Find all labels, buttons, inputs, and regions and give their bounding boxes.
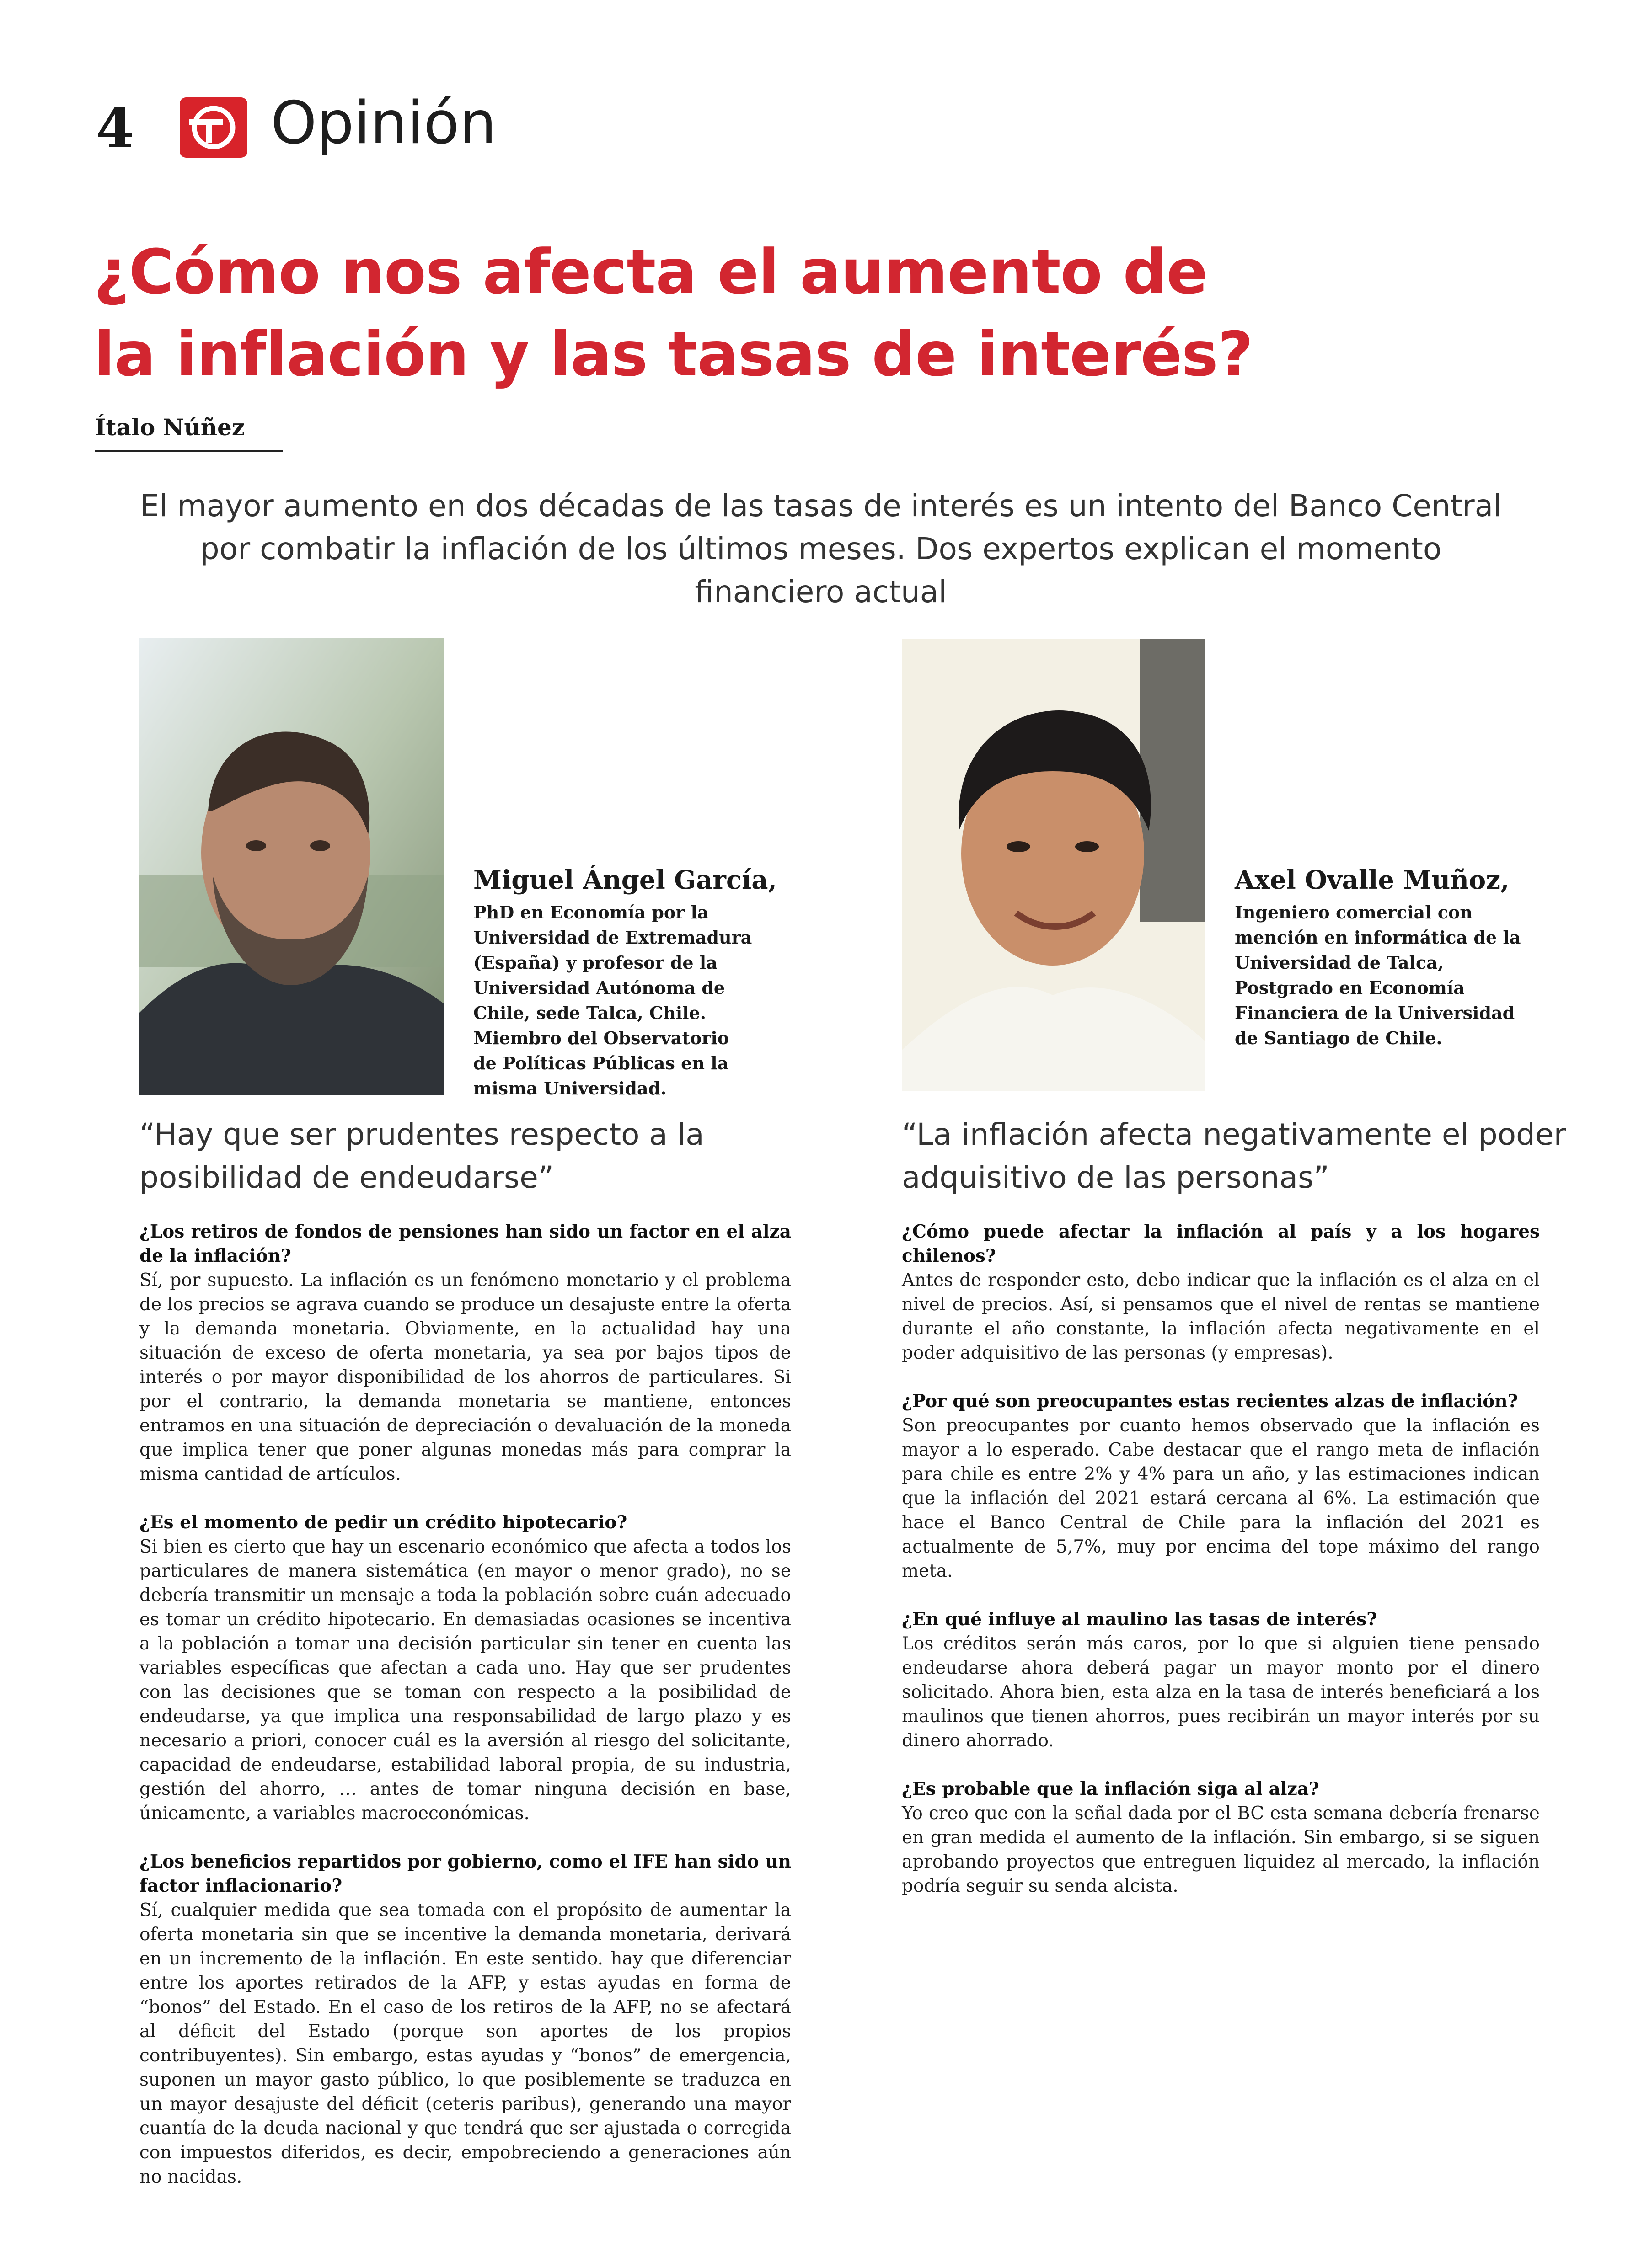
qa-block xyxy=(139,1850,791,2189)
qa-block xyxy=(139,1510,791,1825)
expert-name-miguel: Miguel Ángel García, xyxy=(473,865,777,895)
interview-question: ¿En qué influye al maulino las tasas de interés? xyxy=(902,1609,1377,1630)
expert-description-axel: Ingeniero comercial con mención en informática de la Universidad de Talca, Postgrado en Economía Financiera de la Universidad de Santiago de Chile. xyxy=(1235,902,1521,1048)
interview-answer: Son preocupantes por cuanto hemos observado que la inflación es mayor a lo esperado. Cabe destacar que el rango meta de inflación para chile es entre 2% y 4% para un año, y las estimaciones indican que la inflación del 2021 estará cercana al 6%. La estimación que hace el Banco Central de Chile para la inflación del 2021 es actualmente de 5,7%, muy por encima del tope máximo del rango meta. xyxy=(902,1415,1540,1581)
interview-answer: Yo creo que con la señal dada por el BC esta semana debería frenarse en gran medida el aumento de la inflación. Sin embargo, si se siguen aprobando proyectos que entreguen liquidez al mercado, la inflación podría seguir su senda alcista. xyxy=(902,1803,1540,1896)
newspaper-logo-icon xyxy=(180,97,247,158)
byline-rule xyxy=(95,450,283,452)
qa-block xyxy=(902,1389,1540,1583)
qa-block xyxy=(139,1220,791,1486)
qa-block xyxy=(902,1220,1540,1365)
interview-column-miguel xyxy=(139,1220,791,2213)
headline-line-1: ¿Cómo nos afecta el aumento de xyxy=(94,236,1208,308)
interview-answer: Si bien es cierto que hay un escenario económico que afecta a todos los particulares de manera sistemática (en mayor o menor grado), no se debería transmitir un mensaje a toda la población sobre cuán adecuado es tomar un crédito hipotecario. En demasiadas ocasiones se incentiva a la población a tomar una decisión particular sin tener en cuenta las variables específicas que afectan a cada uno. Hay que ser prudentes con las decisiones que se toman con respecto a la posibilidad de endeudarse, ya que implica una responsabilidad de largo plazo y es necesario a priori, conocer cuál es la aversión al riesgo del solicitante, capacidad de endeudarse, estabilidad laboral propia, de su industria, gestión del ahorro, … antes de tomar ninguna decisión en base, únicamente, a variables macroeconómicas. xyxy=(139,1537,791,1824)
interview-question: ¿Los retiros de fondos de pensiones han sido un factor en el alza de la inflación? xyxy=(139,1221,791,1266)
interview-question: ¿Por qué son preocupantes estas recientes alzas de inflación? xyxy=(902,1391,1518,1412)
expert-photo-axel xyxy=(902,639,1205,1091)
byline: Ítalo Núñez xyxy=(95,414,245,441)
headline-line-2: la inflación y las tasas de interés? xyxy=(94,319,1253,390)
page-number: 4 xyxy=(96,96,134,160)
interview-answer: Sí, cualquier medida que sea tomada con el propósito de aumentar la oferta monetaria sin que se incentive la demanda monetaria, derivará en un incremento de la inflación. En este sentido. hay que diferenciar entre los aportes retirados de la AFP, y estas ayudas en forma de “bonos” del Estado. En el caso de los retiros de la AFP, no se afectará al déficit del Estado (porque son aportes de los propios contribuyentes). Sin embargo, estas ayudas y “bonos” de emergencia, suponen un mayor gasto público, lo que posiblemente se traduzca en un mayor desajuste del déficit (ceteris paribus), generando una mayor cuantía de la deuda nacional y que tendrá que ser ajustada o corregida con impuestos diferidos, es decir, empobreciendo a generaciones aún no nacidas. xyxy=(139,1900,791,2187)
expert-name-axel: Axel Ovalle Muñoz, xyxy=(1235,865,1510,895)
interview-answer: Los créditos serán más caros, por lo que si alguien tiene pensado endeudarse ahora deberá pagar un mayor monto por el dinero solicitado. Ahora bien, esta alza en la tasa de interés beneficiará a los maulinos que tienen ahorros, pues recibirán un mayor interés por su dinero ahorrado. xyxy=(902,1633,1540,1751)
qa-block xyxy=(902,1777,1540,1898)
interview-question: ¿Es probable que la inflación siga al alza? xyxy=(902,1778,1319,1799)
interview-question: ¿Los beneficios repartidos por gobierno, como el IFE han sido un factor inflacionario? xyxy=(139,1851,791,1896)
article-headline xyxy=(94,231,1466,395)
qa-block xyxy=(902,1607,1540,1753)
pull-quote-axel: “La inflación afecta negativamente el poder adquisitivo de las personas” xyxy=(902,1117,1566,1195)
pull-quote-miguel: “Hay que ser prudentes respecto a la posibilidad de endeudarse” xyxy=(139,1117,704,1195)
interview-question: ¿Cómo puede afectar la inflación al país y a los hogares chilenos? xyxy=(902,1221,1540,1266)
interview-question: ¿Es el momento de pedir un crédito hipotecario? xyxy=(139,1512,627,1533)
lead-paragraph: El mayor aumento en dos décadas de las tasas de interés es un intento del Banco Central por combatir la inflación de los últimos meses. Dos expertos explican el momento financiero actual xyxy=(140,488,1502,609)
section-title: Opinión xyxy=(271,89,497,157)
interview-answer: Antes de responder esto, debo indicar que la inflación es el alza en el nivel de precios. Así, si pensamos que el nivel de rentas se mantiene durante el año constante, la inflación afecta negativamente en el poder adquisitivo de las personas (y empresas). xyxy=(902,1270,1540,1363)
expert-description-miguel: PhD en Economía por la Universidad de Extremadura (España) y profesor de la Universidad Autónoma de Chile, sede Talca, Chile. Miembro del Observatorio de Políticas Públicas en la misma Universidad. xyxy=(473,902,752,1099)
expert-photo-miguel xyxy=(139,638,444,1095)
interview-column-axel xyxy=(902,1220,1540,1922)
interview-answer: Sí, por supuesto. La inflación es un fenómeno monetario y el problema de los precios se agrava cuando se produce un desajuste entre la oferta y la demanda monetaria. Obviamente, en la actualidad hay una situación de exceso de oferta monetaria, ya sea por bajos tipos de interés o por mayor disponibilidad de los ahorros de particulares. Si por el contrario, la demanda monetaria se mantiene, entonces entramos en una situación de depreciación o devaluación de la moneda que implica tener que poner algunas monedas más para comprar la misma cantidad de artículos. xyxy=(139,1270,791,1484)
